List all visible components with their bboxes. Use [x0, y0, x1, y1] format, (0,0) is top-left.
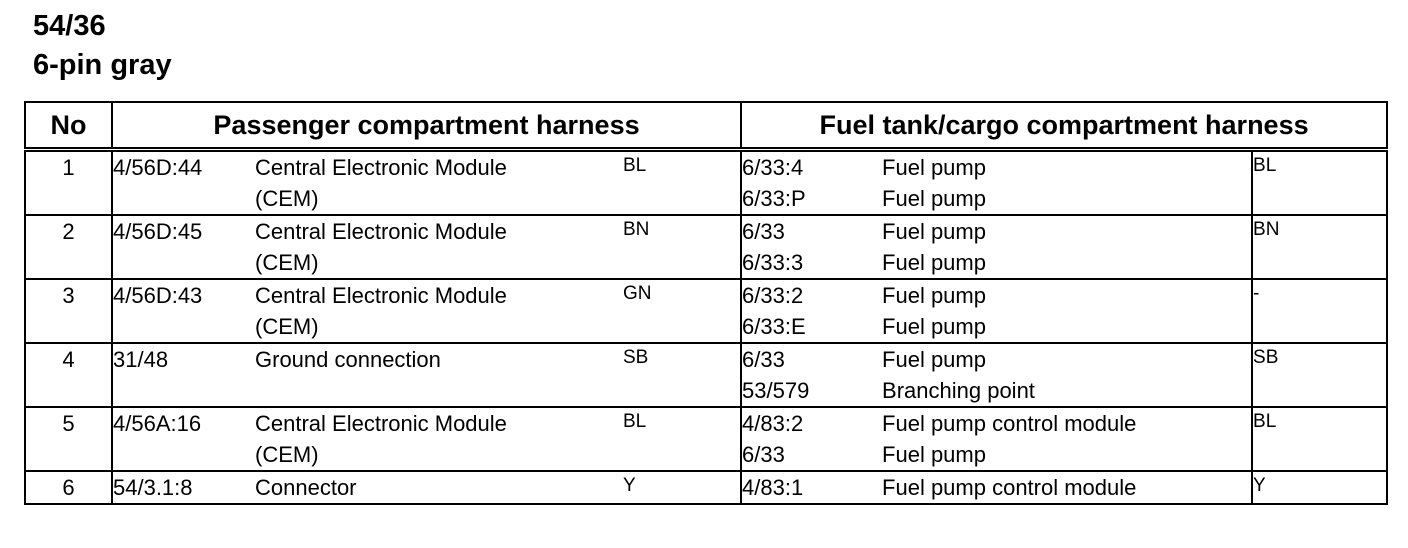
- fuel-component-description: Fuel pump: [882, 314, 986, 339]
- fuel-wire-color-cell: [1252, 471, 1387, 504]
- passenger-description-cell: [255, 471, 623, 504]
- passenger-wire-color: SB: [623, 347, 649, 368]
- fuel-wire-color-cell: [1252, 215, 1387, 279]
- fuel-connector-code: 6/33:4: [742, 155, 804, 180]
- fuel-connector-code: 4/83:1: [742, 475, 804, 500]
- passenger-code-cell: [112, 215, 255, 279]
- fuel-connector-code: 6/33: [742, 442, 785, 467]
- fuel-description-cell: [882, 471, 1252, 504]
- passenger-component-description: Connector: [255, 475, 357, 500]
- fuel-connector-code: 6/33:P: [742, 186, 806, 211]
- fuel-component-description: Fuel pump: [882, 219, 986, 244]
- pin-number-cell: [25, 407, 112, 471]
- table-row: [25, 150, 1387, 216]
- fuel-code-cell: [741, 407, 882, 471]
- connector-description: 6-pin gray: [33, 49, 172, 81]
- connector-number: 54/36: [33, 10, 106, 42]
- passenger-description-cell: [255, 279, 623, 343]
- fuel-wire-color: -: [1253, 283, 1260, 304]
- fuel-connector-code: 4/83:2: [742, 411, 804, 436]
- table-header-row: [25, 102, 1387, 150]
- passenger-component-description: Central Electronic Module: [255, 411, 507, 436]
- passenger-connector-code: 54/3.1:8: [113, 475, 193, 500]
- passenger-wire-color: Y: [623, 475, 636, 496]
- passenger-wire-color-cell: [623, 343, 741, 407]
- pinout-table: [24, 101, 1388, 505]
- fuel-wire-color-cell: [1252, 279, 1387, 343]
- pin-number: 5: [62, 411, 75, 436]
- fuel-code-cell: [741, 471, 882, 504]
- passenger-code-cell: [112, 279, 255, 343]
- fuel-component-description: Branching point: [882, 378, 1035, 403]
- fuel-wire-color-cell: [1252, 407, 1387, 471]
- fuel-component-description: Fuel pump: [882, 347, 986, 372]
- passenger-component-description: Central Electronic Module: [255, 155, 507, 180]
- pin-number: 3: [62, 283, 75, 308]
- pin-number: 2: [62, 219, 75, 244]
- fuel-component-description: Fuel pump: [882, 186, 986, 211]
- fuel-component-description: Fuel pump control module: [882, 475, 1137, 500]
- fuel-connector-code: 6/33: [742, 347, 785, 372]
- passenger-wire-color: BL: [623, 411, 647, 432]
- fuel-description-cell: [882, 150, 1252, 216]
- fuel-connector-code: 6/33: [742, 219, 785, 244]
- passenger-description-cell: [255, 215, 623, 279]
- fuel-connector-code: 6/33:3: [742, 250, 804, 275]
- passenger-wire-color-cell: [623, 279, 741, 343]
- fuel-component-description: Fuel pump: [882, 442, 986, 467]
- fuel-wire-color: Y: [1253, 475, 1266, 496]
- passenger-wire-color: BN: [623, 219, 650, 240]
- header-passenger-harness: Passenger compartment harness: [112, 102, 741, 150]
- passenger-description-cell: [255, 343, 623, 407]
- pin-number: 6: [62, 475, 75, 500]
- fuel-component-description: Fuel pump: [882, 283, 986, 308]
- pin-number: 4: [62, 347, 75, 372]
- fuel-wire-color: BL: [1253, 411, 1277, 432]
- fuel-description-cell: [882, 215, 1252, 279]
- fuel-code-cell: [741, 343, 882, 407]
- fuel-component-description: Fuel pump: [882, 250, 986, 275]
- pin-number-cell: [25, 471, 112, 504]
- header-no: No: [25, 102, 112, 150]
- fuel-component-description: Fuel pump: [882, 155, 986, 180]
- passenger-wire-color-cell: [623, 215, 741, 279]
- pin-number: 1: [62, 155, 75, 180]
- passenger-description-cell: [255, 150, 623, 216]
- fuel-wire-color: SB: [1253, 347, 1279, 368]
- table-row: [25, 471, 1387, 504]
- passenger-component-description: Central Electronic Module: [255, 219, 507, 244]
- fuel-code-cell: [741, 215, 882, 279]
- table-row: [25, 215, 1387, 279]
- table-row: [25, 407, 1387, 471]
- passenger-wire-color: GN: [623, 283, 652, 304]
- passenger-component-description: (CEM): [255, 250, 319, 275]
- fuel-wire-color-cell: [1252, 150, 1387, 216]
- table-row: [25, 279, 1387, 343]
- fuel-wire-color-cell: [1252, 343, 1387, 407]
- passenger-connector-code: 4/56D:44: [113, 155, 203, 180]
- pin-number-cell: [25, 343, 112, 407]
- fuel-wire-color: BN: [1253, 219, 1280, 240]
- pin-number-cell: [25, 279, 112, 343]
- fuel-description-cell: [882, 279, 1252, 343]
- fuel-component-description: Fuel pump control module: [882, 411, 1137, 436]
- passenger-code-cell: [112, 471, 255, 504]
- passenger-connector-code: 4/56A:16: [113, 411, 202, 436]
- passenger-code-cell: [112, 150, 255, 216]
- passenger-connector-code: 4/56D:45: [113, 219, 203, 244]
- passenger-wire-color-cell: [623, 150, 741, 216]
- passenger-code-cell: [112, 343, 255, 407]
- fuel-wire-color: BL: [1253, 155, 1277, 176]
- passenger-code-cell: [112, 407, 255, 471]
- header-fuel-harness: Fuel tank/cargo compartment harness: [741, 102, 1387, 150]
- pin-number-cell: [25, 150, 112, 216]
- passenger-component-description: (CEM): [255, 442, 319, 467]
- passenger-wire-color-cell: [623, 407, 741, 471]
- table-body: [25, 150, 1387, 505]
- passenger-wire-color-cell: [623, 471, 741, 504]
- passenger-wire-color: BL: [623, 155, 647, 176]
- fuel-connector-code: 6/33:E: [742, 314, 806, 339]
- passenger-connector-code: 31/48: [113, 347, 169, 372]
- fuel-code-cell: [741, 279, 882, 343]
- table-row: [25, 343, 1387, 407]
- passenger-component-description: (CEM): [255, 314, 319, 339]
- passenger-component-description: Central Electronic Module: [255, 283, 507, 308]
- passenger-description-cell: [255, 407, 623, 471]
- fuel-connector-code: 53/579: [742, 378, 810, 403]
- passenger-component-description: (CEM): [255, 186, 319, 211]
- passenger-connector-code: 4/56D:43: [113, 283, 203, 308]
- fuel-description-cell: [882, 343, 1252, 407]
- fuel-connector-code: 6/33:2: [742, 283, 804, 308]
- passenger-component-description: Ground connection: [255, 347, 441, 372]
- fuel-description-cell: [882, 407, 1252, 471]
- pin-number-cell: [25, 215, 112, 279]
- fuel-code-cell: [741, 150, 882, 216]
